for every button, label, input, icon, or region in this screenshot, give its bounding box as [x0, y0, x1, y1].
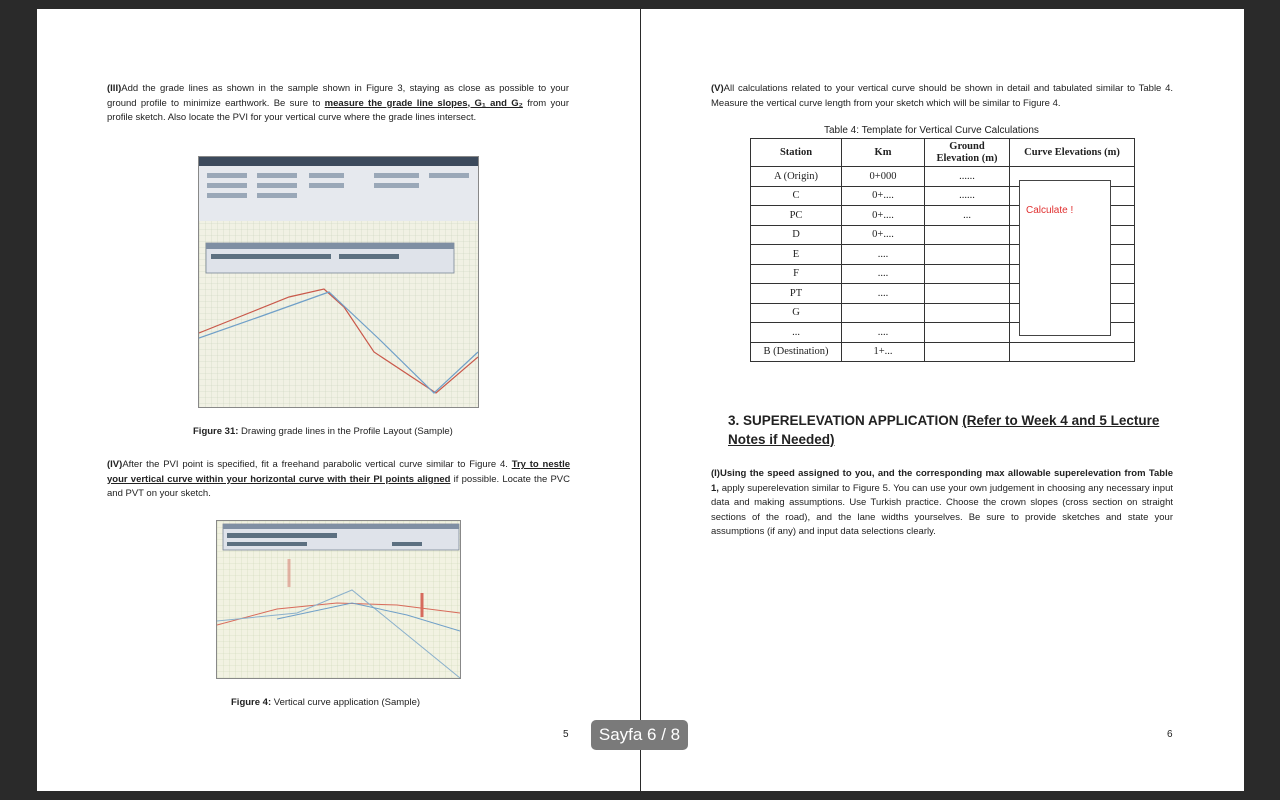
table-4-caption: Table 4: Template for Vertical Curve Calculations — [824, 125, 1039, 136]
page-indicator: Sayfa 6 / 8 — [591, 720, 688, 750]
header-station: Station — [751, 139, 842, 167]
section-3-title-plain: 3. SUPERELEVATION APPLICATION — [728, 413, 963, 428]
figure-31-image — [198, 156, 479, 408]
section-3-title — [728, 411, 1188, 449]
page-number-right: 6 — [1167, 729, 1173, 740]
para-i-prefix: (I) — [711, 468, 720, 479]
cell-km: .... — [842, 264, 925, 284]
cell-ground-elevation — [925, 323, 1010, 343]
figure-4-label: Figure 4: — [231, 697, 272, 708]
cell-station: G — [751, 303, 842, 323]
section-3-title-underlined: (Refer to Week 4 and 5 Lecture Notes if Needed) — [728, 413, 1160, 447]
profile-layout-screenshot — [199, 157, 478, 407]
cell-km: 0+.... — [842, 186, 925, 206]
cell-ground-elevation: ...... — [925, 167, 1010, 187]
calculate-label: Calculate ! — [1026, 205, 1074, 216]
cell-km: .... — [842, 323, 925, 343]
para-i-text: apply superelevation similar to Figure 5. You can use your own judgement in choosing any necessary input data and making assumptions. Use Turkish practice. Choose the crown slopes (cross section on straight sections of the road), and the lane widths yourselves. Be sure to provide sketches and state your assumptions (if any) and input data selections clearly. — [711, 482, 1173, 538]
cell-ground-elevation — [925, 225, 1010, 245]
paragraph-i — [711, 467, 1173, 540]
cell-station: D — [751, 225, 842, 245]
cell-ground-elevation: ...... — [925, 186, 1010, 206]
para-iv-emphasis: Try to nestle your vertical curve within your horizontal curve with their PI points aligned — [107, 459, 571, 485]
cell-station: PT — [751, 284, 842, 304]
para-v-prefix: (V) — [711, 83, 724, 94]
para-iii-emphasis: measure the grade line slopes, G₁ and G₂ — [324, 97, 523, 109]
cell-km — [842, 303, 925, 323]
cell-ground-elevation — [925, 342, 1010, 362]
vertical-curve-screenshot — [217, 521, 460, 678]
figure-31-text: Drawing grade lines in the Profile Layout (Sample) — [238, 426, 453, 437]
cell-station: ... — [751, 323, 842, 343]
page-number-left: 5 — [563, 729, 569, 740]
cell-station: C — [751, 186, 842, 206]
para-iv-text-end: if possible. Locate the PVC and PVT on your sketch. — [107, 473, 570, 500]
page-left — [37, 9, 640, 791]
para-i-bold: Using the speed assigned to you, and the corresponding max allowable superelevation from Table 1, — [711, 468, 1173, 494]
cell-km: 0+.... — [842, 225, 925, 245]
cell-station: B (Destination) — [751, 342, 842, 362]
cell-ground-elevation — [925, 264, 1010, 284]
cell-ground-elevation — [925, 284, 1010, 304]
paragraph-iv — [107, 458, 570, 502]
cell-km: 0+.... — [842, 206, 925, 226]
table-row — [751, 342, 1135, 362]
calculate-box — [1019, 180, 1111, 336]
para-iii-prefix: (III) — [107, 83, 122, 94]
header-ground-elevation: Ground Elevation (m) — [925, 139, 1010, 167]
para-iv-text: After the PVI point is specified, fit a freehand parabolic vertical curve similar to Figure 4. — [122, 459, 512, 470]
cell-curve-elevation — [1010, 342, 1135, 362]
cell-station: PC — [751, 206, 842, 226]
para-iii-text-end: from your profile sketch. Also locate the PVI for your vertical curve where the grade lines intersect. — [107, 97, 569, 124]
figure-31-label: Figure 31: — [193, 426, 239, 437]
header-km: Km — [842, 139, 925, 167]
cell-station: A (Origin) — [751, 167, 842, 187]
cell-km: 0+000 — [842, 167, 925, 187]
cell-ground-elevation: ... — [925, 206, 1010, 226]
para-v-text: All calculations related to your vertical curve should be shown in detail and tabulated similar to Table 4. Measure the vertical curve length from your sketch which will be similar to Figure 4. — [711, 83, 1173, 109]
figure-4-caption — [231, 697, 471, 708]
paragraph-v — [711, 82, 1173, 111]
figure-4-text: Vertical curve application (Sample) — [271, 697, 421, 708]
cell-ground-elevation — [925, 245, 1010, 265]
table-header-row — [751, 139, 1135, 167]
cell-km: .... — [842, 284, 925, 304]
cell-km: .... — [842, 245, 925, 265]
cell-ground-elevation — [925, 303, 1010, 323]
figure-31-caption — [193, 426, 493, 437]
cell-station: E — [751, 245, 842, 265]
figure-4-image — [216, 520, 461, 679]
cell-km: 1+... — [842, 342, 925, 362]
para-iii-text: Add the grade lines as shown in the sample shown in Figure 3, staying as close as possible to your ground profile to minimize earthwork. Be sure to — [107, 83, 569, 109]
para-iv-prefix: (IV) — [107, 459, 123, 470]
header-curve-elevations: Curve Elevations (m) — [1010, 139, 1135, 167]
page-right — [641, 9, 1244, 791]
cell-station: F — [751, 264, 842, 284]
paragraph-iii — [107, 82, 569, 126]
